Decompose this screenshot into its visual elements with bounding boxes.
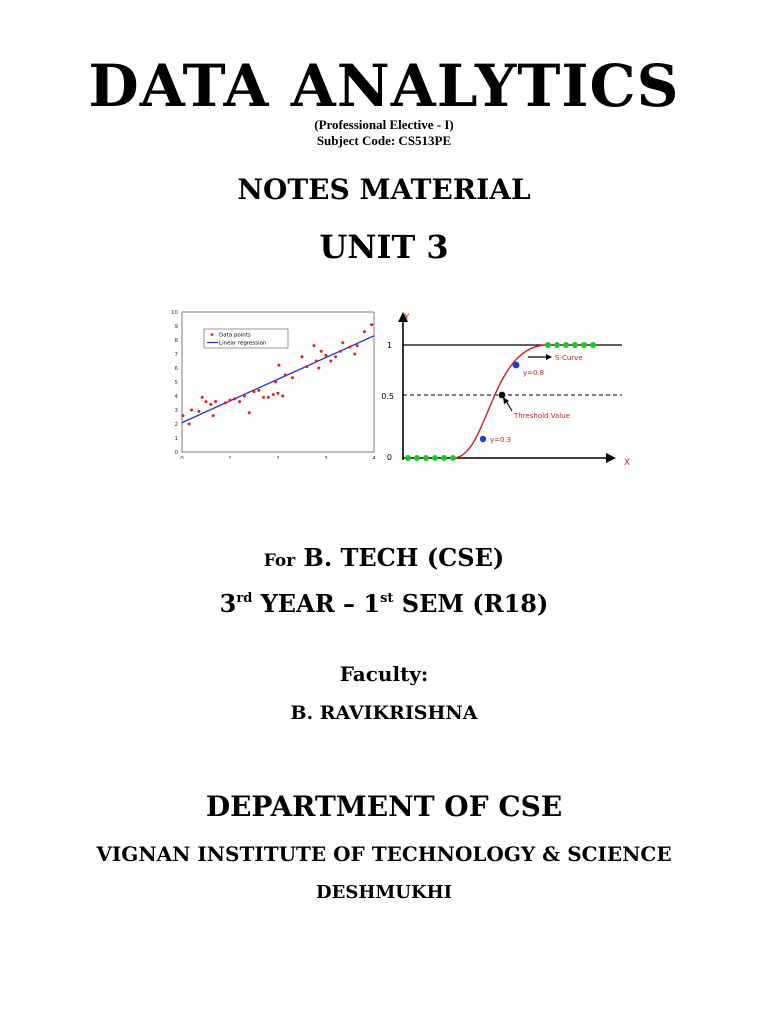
- data-point: [205, 400, 208, 403]
- data-point: [284, 374, 287, 377]
- y-tick-label: 5: [174, 380, 178, 386]
- y-tick-label: 4: [174, 394, 178, 400]
- data-point: [253, 390, 256, 393]
- x-tick-label: 4: [372, 456, 376, 459]
- year-number: 3: [219, 589, 237, 618]
- data-point: [313, 344, 316, 347]
- threshold-point: [499, 392, 506, 399]
- data-point: [305, 365, 308, 368]
- institute-name: VIGNAN INSTITUTE OF TECHNOLOGY & SCIENCE: [96, 842, 672, 866]
- institute-location: DESHMUKHI: [315, 882, 453, 903]
- sem-text: SEM (R18): [401, 589, 549, 618]
- data-point: [325, 354, 328, 357]
- y-tick-label: 10: [171, 310, 178, 316]
- green-class-point: [450, 455, 456, 461]
- regression-line-layer: [182, 336, 374, 423]
- point-y03: [480, 436, 486, 442]
- data-point: [349, 346, 352, 349]
- data-point: [267, 396, 270, 399]
- data-point: [356, 344, 359, 347]
- elective-note: (Professional Elective - I): [314, 117, 454, 132]
- data-point: [353, 353, 356, 356]
- subject-code: Subject Code: CS513PE: [316, 133, 452, 148]
- x-axis-label: X: [624, 458, 631, 468]
- data-point: [281, 395, 284, 398]
- green-class-point: [554, 342, 560, 348]
- program-line: [0, 543, 768, 572]
- data-point: [301, 355, 304, 358]
- data-point: [233, 397, 236, 400]
- document-title: DATA ANALYTICS: [88, 52, 680, 120]
- data-point: [238, 400, 241, 403]
- y-tick-label: 7: [174, 352, 178, 358]
- data-point: [209, 403, 212, 406]
- y-tick-label: 9: [174, 324, 178, 330]
- data-point: [277, 392, 280, 395]
- data-point: [329, 360, 332, 363]
- unit-heading: UNIT 3: [319, 228, 449, 266]
- data-point: [197, 410, 200, 413]
- data-point: [320, 350, 323, 353]
- s-curve-label: S-Curve: [555, 354, 583, 362]
- regression-legend: [204, 329, 288, 348]
- data-point: [339, 350, 342, 353]
- y-tick-label: 2: [174, 422, 178, 428]
- threshold-label: Threshold Value: [514, 412, 570, 420]
- green-class-point: [414, 455, 420, 461]
- year-semester: [0, 589, 768, 618]
- regression-scatter-chart: [164, 307, 380, 459]
- threshold-arrowhead: [503, 397, 509, 404]
- green-class-point: [441, 455, 447, 461]
- logistic-s-curve-diagram: [370, 308, 640, 470]
- y-tick-label: 1: [174, 436, 178, 442]
- sem-suffix: st: [380, 591, 394, 606]
- point-y08: [513, 362, 520, 369]
- data-point: [201, 396, 204, 399]
- data-point: [224, 402, 227, 405]
- threshold-arrow: [506, 401, 512, 411]
- year-text: YEAR – 1: [260, 589, 381, 618]
- data-point: [277, 364, 280, 367]
- green-class-point: [545, 342, 551, 348]
- data-point: [212, 414, 215, 417]
- faculty-label: Faculty:: [339, 662, 429, 686]
- green-class-point: [405, 455, 411, 461]
- green-class-point: [563, 342, 569, 348]
- data-point: [291, 376, 294, 379]
- notes-heading: NOTES MATERIAL: [237, 173, 531, 206]
- label-y08: y=0.8: [523, 369, 545, 377]
- for-word: For: [263, 551, 296, 571]
- y-tick-label: 0: [174, 450, 178, 456]
- label-y03: y=0.3: [490, 436, 512, 444]
- y-tick-label: 6: [174, 366, 178, 372]
- faculty-name: B. RAVIKRISHNA: [290, 702, 478, 724]
- data-point: [229, 399, 232, 402]
- department: DEPARTMENT OF CSE: [205, 790, 563, 823]
- x-tick-label: 1: [228, 456, 232, 459]
- x-tick-label: 2: [276, 456, 280, 459]
- data-point: [243, 395, 246, 398]
- green-class-point: [572, 342, 578, 348]
- y-tick-label: 3: [174, 408, 178, 414]
- data-point: [272, 393, 275, 396]
- green-class-point: [432, 455, 438, 461]
- data-point: [188, 423, 191, 426]
- legend-marker-points: [211, 333, 214, 336]
- legend-label-points: Data points: [219, 332, 251, 339]
- y-tick-label: 8: [174, 338, 178, 344]
- x-axis-arrow: [606, 453, 616, 463]
- green-class-point: [581, 342, 587, 348]
- data-point: [317, 367, 320, 370]
- legend-label-line: Linear regression: [219, 340, 267, 347]
- data-point: [334, 355, 337, 358]
- x-tick-label: 3: [324, 456, 328, 459]
- data-point: [315, 360, 318, 363]
- y-axis-label: Y: [404, 313, 410, 323]
- data-point: [214, 400, 217, 403]
- data-point: [262, 396, 265, 399]
- year-suffix: rd: [236, 591, 253, 606]
- green-class-point: [590, 342, 596, 348]
- y-tick-0: 0: [386, 453, 392, 462]
- data-point: [341, 341, 344, 344]
- s-curve-arrowhead: [546, 354, 552, 360]
- data-point: [363, 330, 366, 333]
- y-tick-05: 0.5: [381, 392, 394, 401]
- regression-line: [182, 336, 374, 423]
- data-point: [274, 381, 277, 384]
- green-class-point: [423, 455, 429, 461]
- data-point: [190, 409, 193, 412]
- data-point: [181, 414, 184, 417]
- data-point: [257, 389, 260, 392]
- degree: B. TECH (CSE): [303, 543, 505, 572]
- s-curve-axes: [381, 312, 630, 468]
- data-point: [248, 411, 251, 414]
- y-tick-1: 1: [386, 341, 392, 350]
- x-tick-label: 0: [180, 456, 184, 459]
